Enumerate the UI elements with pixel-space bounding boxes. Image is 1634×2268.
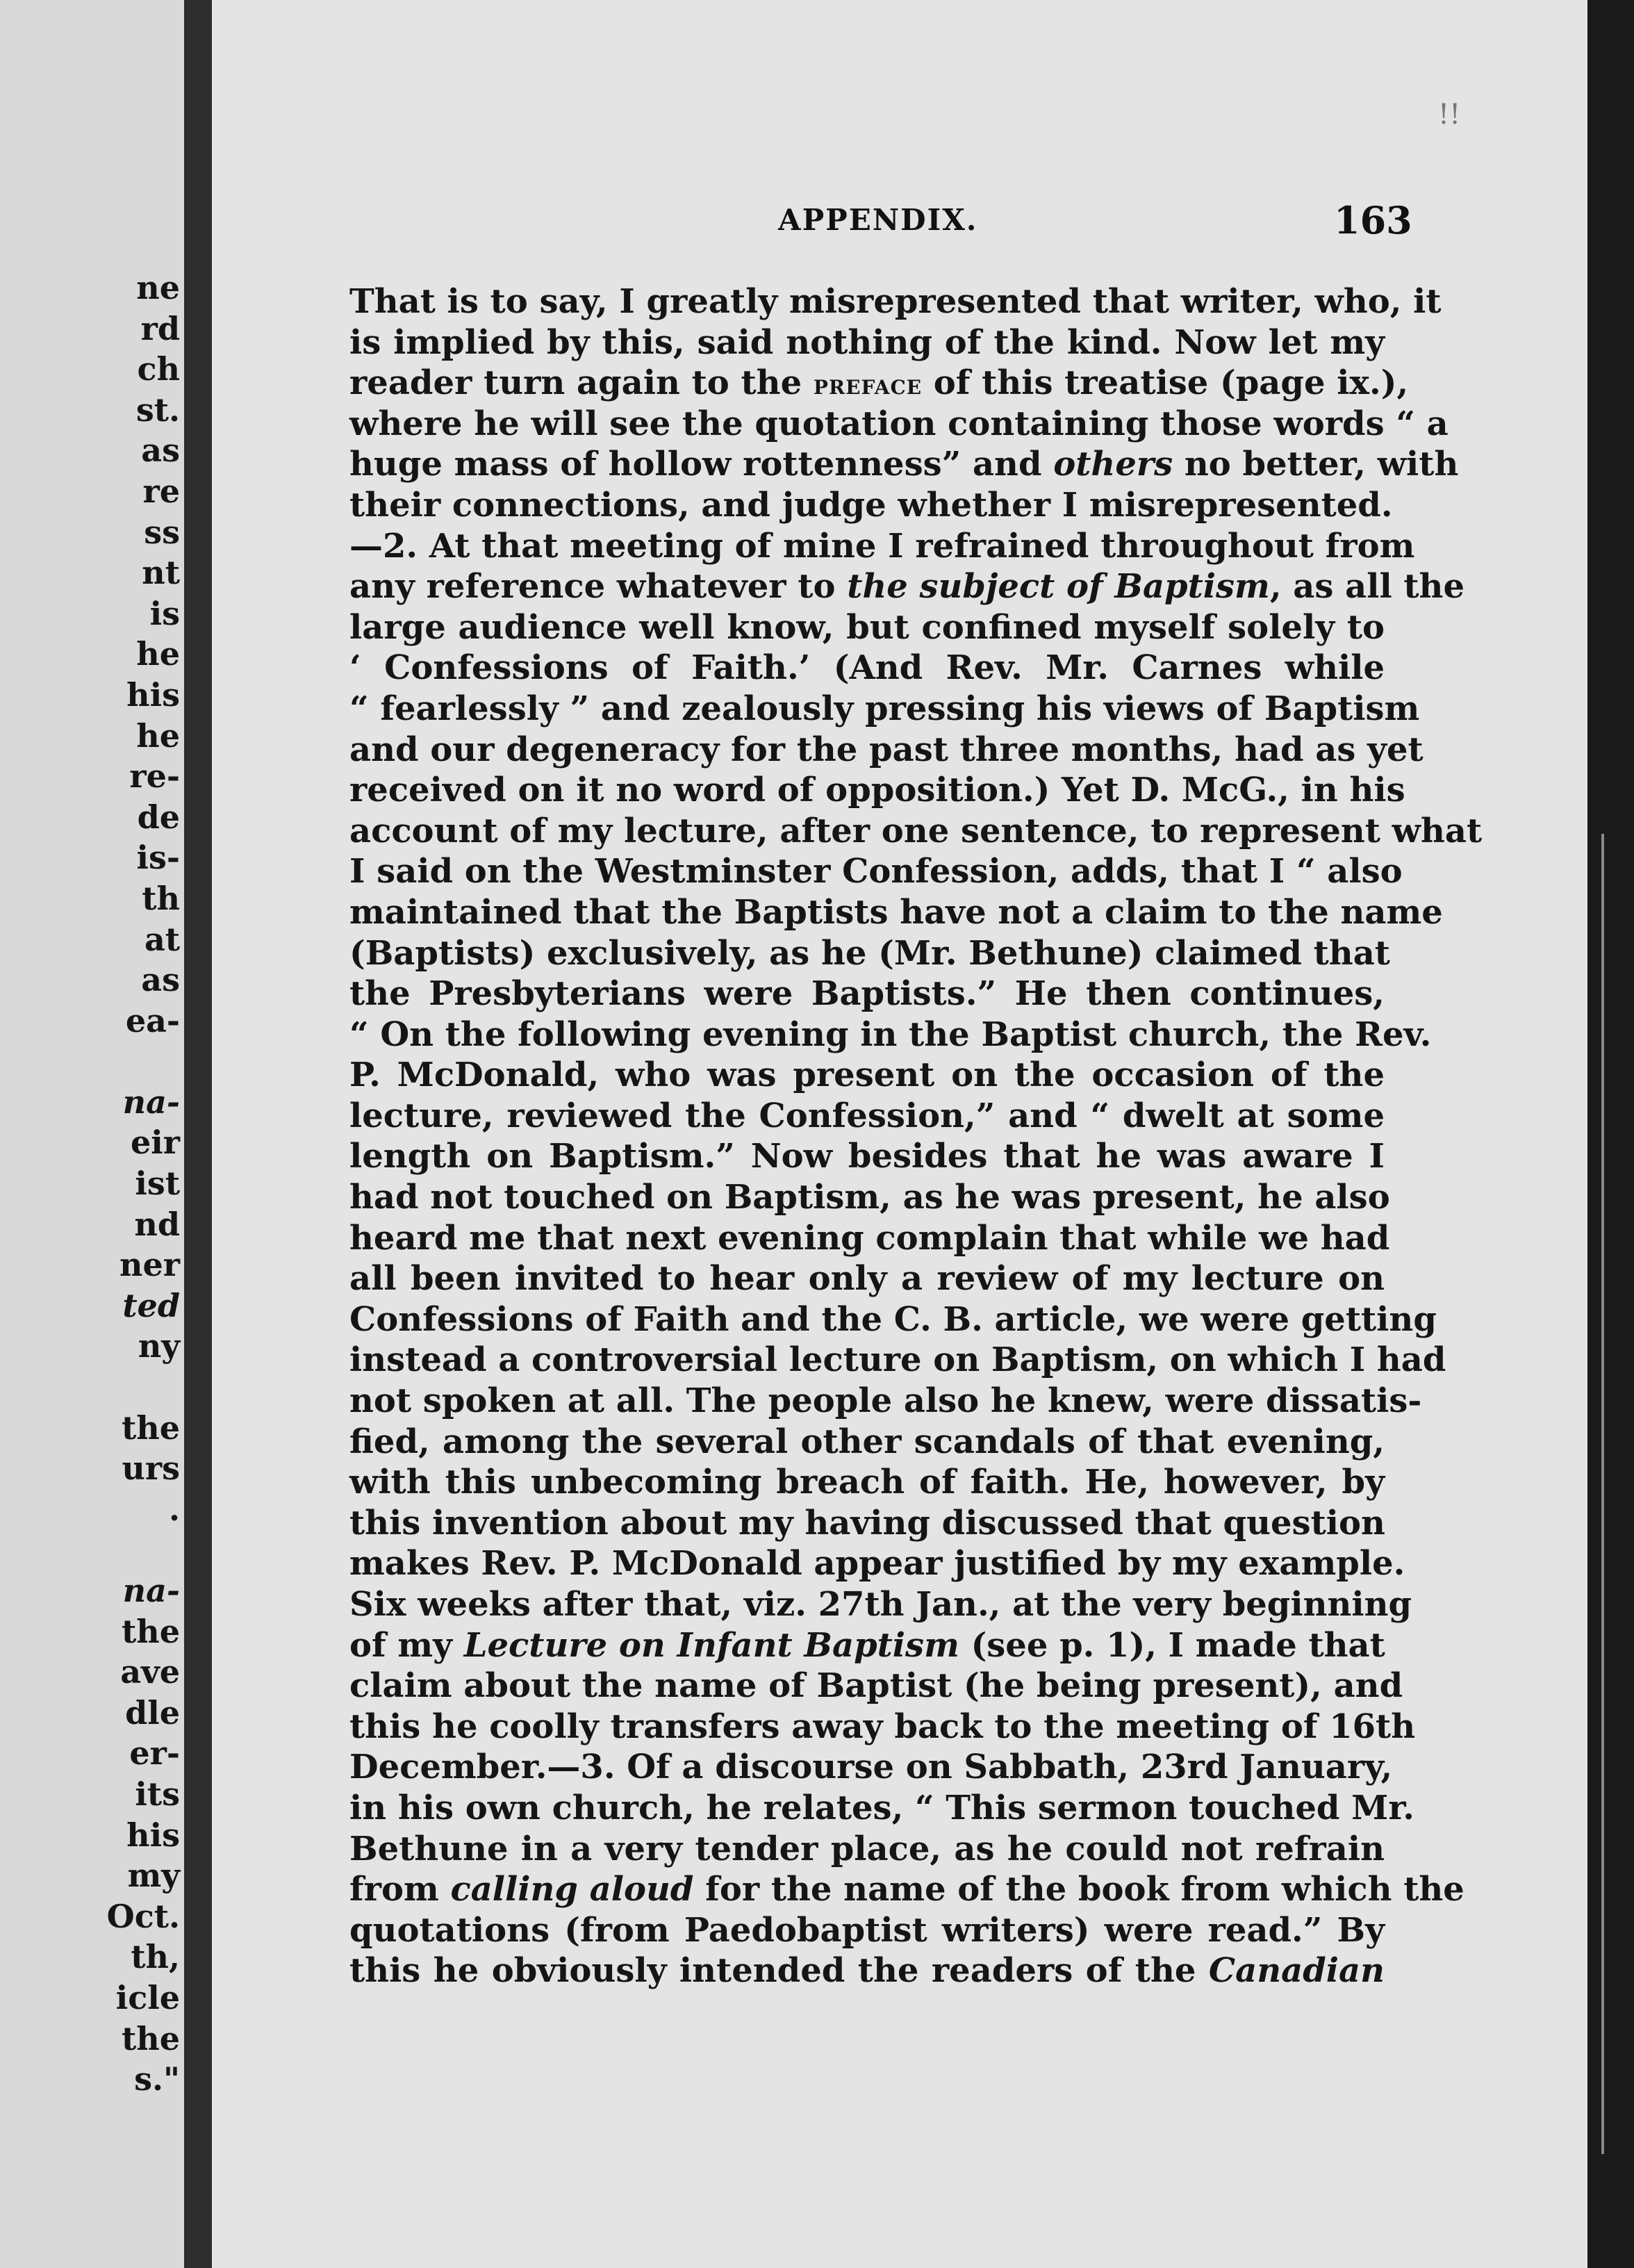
text-line (349, 1340, 1446, 1381)
facing-page-line: nd (134, 1205, 180, 1243)
facing-page-line: eir (131, 1124, 180, 1162)
facing-page-text (41, 268, 180, 2100)
facing-page-line: ne (136, 269, 180, 306)
text-segment: I said on the Westminster Confession, adds, that I “ also (349, 852, 1403, 891)
text-segment: account of my lecture, after one sentence, to represent what (349, 811, 1483, 850)
text-line (349, 1462, 1385, 1503)
facing-page-line: at (144, 920, 180, 958)
text-line (349, 1707, 1416, 1748)
text-line (349, 404, 1449, 445)
text-segment: (Baptists) exclusively, as he (Mr. Bethune) claimed that (349, 933, 1390, 973)
text-line (349, 1666, 1403, 1707)
text-segment: “ fearlessly ” and zealously pressing his views of Baptism (349, 689, 1420, 728)
facing-page-line: st. (135, 391, 180, 429)
text-line (349, 363, 1409, 404)
text-segment: no better, with (1173, 445, 1459, 484)
text-line (349, 1258, 1385, 1299)
facing-page-line: s." (134, 2060, 180, 2098)
text-line (349, 1950, 1385, 1991)
text-segment: Six weeks after that, viz. 27th Jan., at the very beginning (349, 1585, 1412, 1624)
facing-page-line: Oct. (106, 1897, 180, 1935)
text-line (349, 281, 1442, 322)
facing-page-line: his (126, 675, 180, 714)
text-line (349, 811, 1483, 852)
facing-page-line: re (142, 472, 180, 510)
text-segment: this he obviously intended the readers of the (349, 1951, 1209, 1991)
text-segment: (see p. 1), I made that (959, 1625, 1385, 1665)
facing-page-line: is- (136, 839, 180, 877)
text-segment: calling aloud (450, 1870, 694, 1909)
text-segment: claim about the name of Baptist (he being present), and (349, 1666, 1403, 1706)
facing-page-line: na- (122, 1572, 180, 1609)
text-line (349, 1055, 1385, 1096)
facing-page-line: urs (122, 1449, 180, 1488)
facing-page-line: ch (137, 350, 180, 388)
text-segment: reader turn again to the (349, 363, 814, 403)
text-segment: not spoken at all. The people also he knew, were dissatis- (349, 1381, 1422, 1421)
text-line (349, 1503, 1385, 1544)
text-line (349, 607, 1385, 648)
text-line (349, 322, 1385, 363)
facing-page-line: icle (115, 1978, 180, 2016)
text-segment: and our degeneracy for the past three months, had as yet (349, 730, 1423, 769)
text-segment: makes Rev. P. McDonald appear justified by my example. (349, 1544, 1405, 1584)
text-segment: P. McDonald, who was present on the occasion of the (349, 1055, 1385, 1095)
facing-page-line (41, 1041, 180, 1082)
text-line (349, 444, 1459, 485)
text-line (349, 648, 1385, 689)
text-segment: quotations (from Paedobaptist writers) were read.” By (349, 1910, 1385, 1950)
text-line (349, 566, 1464, 607)
margin-mark: !! (1438, 99, 1461, 131)
text-segment: length on Baptism.” Now besides that he was aware I (349, 1137, 1385, 1176)
facing-page-line: dle (125, 1693, 180, 1732)
facing-page-line: ave (120, 1653, 180, 1691)
facing-page-line: is (149, 594, 180, 632)
facing-page-line: my (127, 1857, 180, 1895)
text-segment: —2. At that meeting of mine I refrained throughout from (349, 526, 1415, 566)
text-segment: lecture, reviewed the Confession,” and “ dwelt at some (349, 1096, 1385, 1135)
text-segment: this he coolly transfers away back to the meeting of 16th (349, 1707, 1416, 1746)
book-gutter (184, 0, 212, 2268)
text-line (349, 770, 1405, 811)
text-segment: where he will see the quotation containing those words “ a (349, 404, 1449, 443)
facing-page-line: his (126, 1816, 180, 1854)
text-line (349, 851, 1403, 892)
text-segment: Canadian (1208, 1951, 1385, 1991)
facing-page-line: as (141, 432, 180, 470)
text-line (349, 1543, 1405, 1584)
facing-page-line: nt (142, 554, 180, 592)
facing-page-line: ner (119, 1246, 180, 1284)
facing-page-line: the (122, 1612, 180, 1650)
facing-page-line: he (136, 716, 180, 755)
text-segment: Bethune in a very tender place, as he could not refrain (349, 1829, 1385, 1868)
text-line (349, 1910, 1385, 1951)
facing-page-line: ist (135, 1165, 180, 1203)
page-edge (1587, 0, 1634, 2268)
text-line (349, 1625, 1385, 1666)
text-line (349, 730, 1423, 771)
facing-page-line: th (142, 879, 180, 917)
text-line (349, 1747, 1393, 1788)
facing-page-line: ea- (125, 1001, 180, 1040)
text-segment: ‘ Confessions of Faith.’ (And Rev. Mr. Carnes while (349, 648, 1385, 688)
facing-page-line: th, (131, 1938, 180, 1976)
text-segment: is implied by this, said nothing of the kind. Now let my (349, 322, 1385, 362)
text-segment: any reference whatever to (349, 567, 848, 607)
facing-page-line: ted (122, 1286, 180, 1324)
text-line (349, 1869, 1464, 1910)
text-line (349, 1299, 1437, 1340)
text-line (349, 1422, 1385, 1463)
facing-page-line: as (141, 961, 180, 999)
facing-page-line: er- (129, 1734, 180, 1773)
text-segment: instead a controversial lecture on Baptism, on which I had (349, 1340, 1446, 1380)
text-segment: Confessions of Faith and the C. B. article, we were getting (349, 1299, 1437, 1339)
text-segment: this invention about my having discussed that question (349, 1503, 1385, 1543)
text-segment: heard me that next evening complain that while we had (349, 1218, 1390, 1258)
facing-page-line: its (135, 1775, 180, 1813)
text-segment: their connections, and judge whether I misrepresented. (349, 485, 1393, 525)
facing-page-line: the (122, 1408, 180, 1447)
facing-page-line: ny (138, 1327, 180, 1365)
text-line (349, 1218, 1390, 1259)
facing-page-fragment (0, 0, 184, 2268)
text-segment: preface (813, 368, 923, 402)
text-segment: maintained that the Baptists have not a claim to the name (349, 892, 1443, 932)
text-line (349, 689, 1420, 730)
text-line (349, 1177, 1390, 1218)
text-segment: all been invited to hear only a review of my lecture on (349, 1259, 1385, 1299)
text-line (349, 1788, 1414, 1829)
text-line (349, 1014, 1432, 1055)
text-segment: others (1053, 445, 1173, 484)
facing-page-line (41, 1529, 180, 1570)
facing-page-line: re- (129, 757, 180, 796)
text-line (349, 933, 1390, 974)
text-line (349, 485, 1393, 526)
text-segment: with this unbecoming breach of faith. He, however, by (349, 1463, 1385, 1502)
facing-page-line: . (168, 1490, 180, 1528)
text-segment: of this treatise (page ix.), (922, 363, 1409, 403)
facing-page-line (41, 1367, 180, 1408)
text-line (349, 1136, 1385, 1177)
text-segment: in his own church, he relates, “ This sermon touched Mr. (349, 1788, 1414, 1827)
facing-page-line: he (136, 635, 180, 673)
text-segment: the subject of Baptism (847, 567, 1270, 607)
text-segment: from (349, 1870, 451, 1909)
text-segment: of my (349, 1625, 464, 1665)
text-segment: , as all the (1269, 567, 1464, 607)
text-segment: for the name of the book from which the (693, 1870, 1464, 1909)
text-segment: had not touched on Baptism, as he was present, he also (349, 1178, 1390, 1217)
text-segment: fied, among the several other scandals of that evening, (349, 1422, 1385, 1461)
text-line (349, 1381, 1422, 1422)
text-segment: Lecture on Infant Baptism (463, 1625, 959, 1665)
text-segment: large audience well know, but confined myself solely to (349, 607, 1385, 647)
text-segment: huge mass of hollow rottenness” and (349, 445, 1054, 484)
text-segment: December.—3. Of a discourse on Sabbath, 23rd January, (349, 1748, 1393, 1787)
page-number: 163 (1334, 198, 1412, 243)
text-segment: received on it no word of opposition.) Yet D. McG., in his (349, 771, 1405, 810)
text-line (349, 1829, 1385, 1870)
facing-page-line: the (122, 2019, 180, 2057)
text-line (349, 892, 1443, 933)
text-line (349, 973, 1385, 1014)
facing-page-line: ss (144, 513, 180, 551)
body-text (349, 281, 1483, 1991)
facing-page-line: na- (122, 1083, 180, 1121)
facing-page-line: de (137, 798, 180, 836)
text-line (349, 1096, 1385, 1137)
text-line (349, 526, 1415, 567)
text-line (349, 1584, 1412, 1625)
facing-page-line: rd (140, 309, 180, 347)
running-head: APPENDIX. (778, 203, 978, 237)
text-segment: That is to say, I greatly misrepresented that writer, who, it (349, 282, 1442, 321)
text-segment: the Presbyterians were Baptists.” He then continues, (349, 974, 1385, 1014)
text-segment: “ On the following evening in the Baptist church, the Rev. (349, 1014, 1432, 1054)
